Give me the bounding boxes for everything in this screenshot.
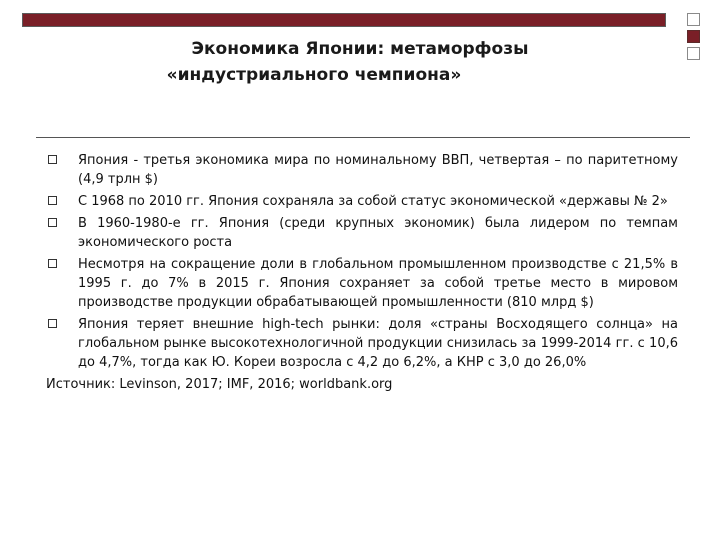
- bullet-text: Несмотря на сокращение доли в глобальном промышленном производстве с 21,5% в 1995 г. до 7% в 2015 г. Япония сохраняет за собой третье место в мировом производстве продукции обрабатывающей промышленности (810 млрд $): [78, 257, 678, 310]
- slide-body: [46, 151, 678, 394]
- slide-title: [40, 36, 680, 88]
- hollow-square-bullet-icon: [48, 155, 57, 164]
- bullet-text: Япония - третья экономика мира по номинальному ВВП, четвертая – по паритетному (4,9 трлн $): [78, 153, 678, 187]
- bullet-text: В 1960-1980-е гг. Япония (среди крупных экономик) была лидером по темпам экономического роста: [78, 216, 678, 250]
- hollow-square-bullet-icon: [48, 319, 57, 328]
- hollow-square-bullet-icon: [48, 218, 57, 227]
- bullet-item: [46, 315, 678, 372]
- title-divider: [36, 137, 690, 138]
- corner-decor-box-bottom: [687, 47, 700, 60]
- corner-decor-box-top: [687, 13, 700, 26]
- bullet-item: [46, 151, 678, 189]
- bullet-item: [46, 255, 678, 312]
- bullet-item: [46, 214, 678, 252]
- slide-title-line2: «индустриального чемпиона»: [166, 65, 462, 85]
- bullet-text: С 1968 по 2010 гг. Япония сохраняла за собой статус экономической «державы № 2»: [78, 194, 668, 209]
- slide-title-line1: Экономика Японии: метаморфозы: [191, 39, 529, 59]
- bullet-text: Япония теряет внешние high-tech рынки: доля «страны Восходящего солнца» на глобальном рынке высокотехнологичной продукции снизилась за 1999-2014 гг. с 10,6 до 4,7%, тогда как Ю. Кореи возросла с 4,2 до 6,2%, а КНР с 3,0 до 26,0%: [78, 317, 678, 370]
- corner-decor-box-middle: [687, 30, 700, 43]
- header-decor-bar: [22, 13, 666, 27]
- hollow-square-bullet-icon: [48, 259, 57, 268]
- source-note: Источник: Levinson, 2017; IMF, 2016; worldbank.org: [46, 377, 393, 392]
- hollow-square-bullet-icon: [48, 196, 57, 205]
- bullet-item: [46, 192, 678, 211]
